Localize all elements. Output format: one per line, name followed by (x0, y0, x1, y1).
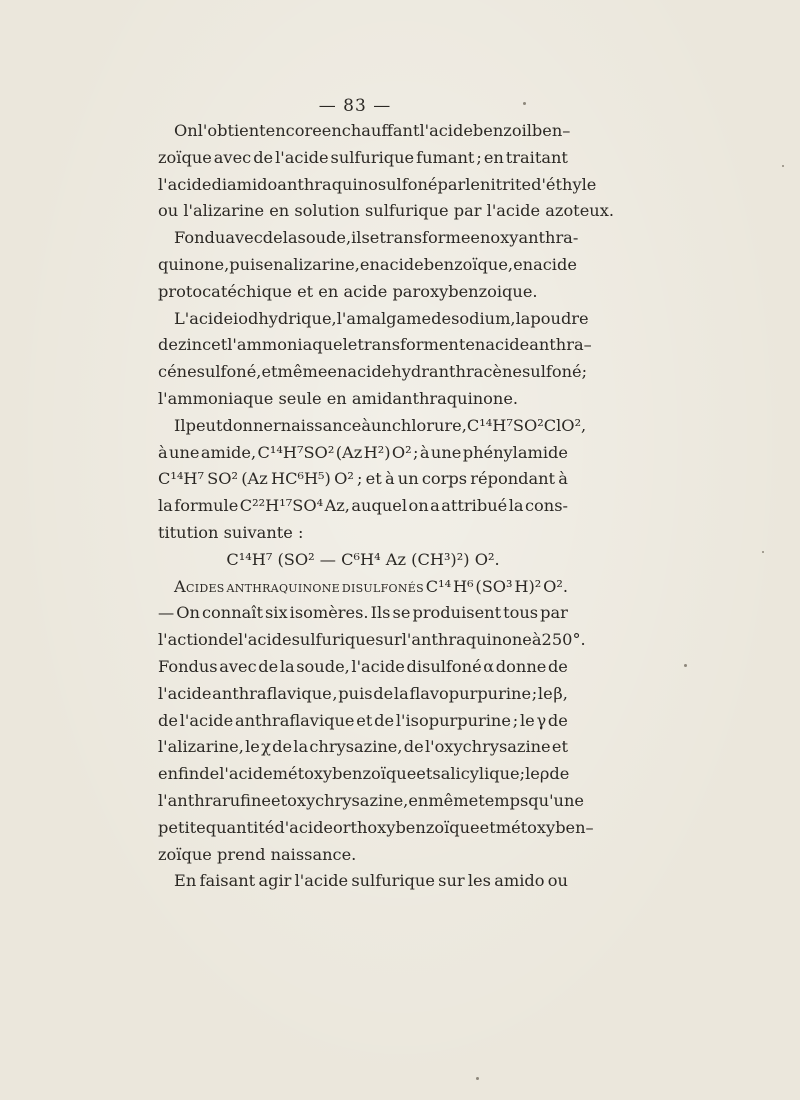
text-line: de zinc et l'ammoniaque le transforment en acide anthra– (158, 335, 592, 355)
paper-speck (476, 1077, 479, 1080)
text-line: titution suivante : (158, 522, 304, 542)
text-line: ou l'alizarine en solution sulfurique par l'acide azoteux. (158, 201, 614, 221)
text-line: C¹⁴H⁷ SO² (Az HC⁶H⁵) O² ; et à un corps répondant à (158, 469, 568, 489)
page-number: — 83 — (318, 96, 392, 116)
text-line: protocatéchique et en acide paroxybenzoique. (158, 281, 538, 301)
text-line: petite quantité d'acide orthoxybenzoïque et métoxyben– (158, 817, 594, 837)
text-line: l'action de l'acide sulfurique sur l'anthraquinone à 250°. (158, 630, 586, 650)
paper-speck (782, 165, 784, 167)
text-line: l'ammoniaque seule en amidanthraquinone. (158, 388, 519, 408)
text-line: En faisant agir l'acide sulfurique sur les amido ou (174, 871, 568, 891)
text-line: à une amide, C¹⁴H⁷SO² (Az H²) O² ; à une phénylamide (158, 442, 568, 462)
text-line: On l'obtient encore en chauffant l'acide benzoilben– (174, 121, 571, 140)
text-line: l'acide anthraflavique , puis de la flavopurpurine ; le β, (158, 683, 568, 703)
text-line: l'anthrarufine et oxychrysazine, en même temps qu'une (158, 790, 584, 810)
text-line: l'alizarine, le χ de la chrysazine, de l'oxychrysazine et (158, 737, 568, 757)
text-line: C¹⁴H⁷ (SO² — C⁶H⁴ Az (CH³)²) O². (226, 549, 500, 569)
text-line: Fondu avec de la soude, il se transforme en oxyanthra- (174, 228, 579, 248)
text-line: enfin de l'acide métoxybenzoïque et salicylique ; le ρ de (158, 764, 570, 784)
text-line: zoïque avec de l'acide sulfurique fumant ; en traitant (158, 147, 568, 167)
text-line: Fondus avec de la soude, l'acide disulfoné α donne de (158, 656, 568, 676)
text-line: l'acide diamidoanthraquinosulfoné par le nitrite d'éthyle (158, 174, 597, 194)
text-line: quinone, puis en alizarine, en acide benzoïque, en acide (158, 254, 577, 274)
text-line: L'acide iodhydrique, l'amalgame de sodium, la poudre (174, 308, 589, 328)
text-line: Il peut donner naissance à un chlorure, C¹⁴ H⁷ SO²Cl O², (174, 415, 587, 435)
paper-speck (684, 664, 687, 667)
paper-speck (523, 102, 526, 105)
text-line: zoïque prend naissance. (158, 844, 357, 864)
text-line: de l'acide anthraflavique et de l'isopurpurine ; le γ de (158, 710, 568, 730)
text-line: Acides anthraquinone disulfonés C¹⁴ H⁶ (SO³ H)² O². (174, 576, 568, 596)
text-line: cénesulfoné, et même en acide hydranthracène sulfoné ; (158, 362, 588, 382)
text-line: — On connaît six isomères. Ils se produisent tous par (158, 603, 568, 623)
text-line: la formule C²²H¹⁷SO⁴ Az, auquel on a attribué la cons- (158, 496, 568, 516)
paper-speck (762, 551, 764, 553)
body-text (158, 118, 614, 895)
